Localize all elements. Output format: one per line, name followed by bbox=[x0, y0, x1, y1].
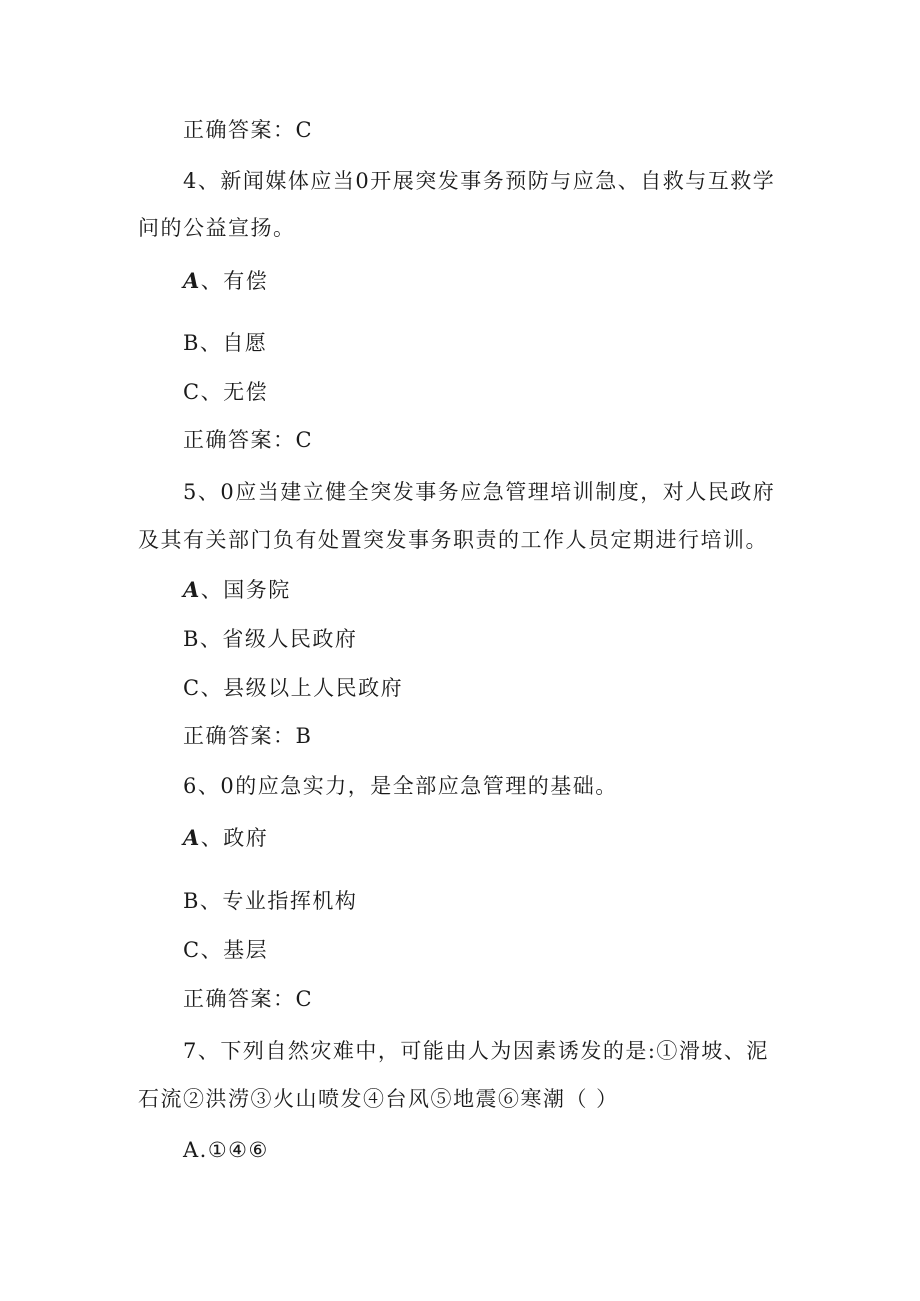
q5-option-a bbox=[183, 575, 291, 605]
q4-option-a-text: 、有偿 bbox=[200, 269, 269, 293]
q5-option-a-text: 、国务院 bbox=[200, 578, 291, 602]
q5-stem-line1: 5、0应当建立健全突发事务应急管理培训制度，对人民政府 bbox=[183, 480, 776, 504]
q4-stem-line2: 问的公益宣扬。 bbox=[138, 216, 296, 240]
q4-stem-line1: 4、新闻媒体应当0开展突发事务预防与应急、自救与互救学 bbox=[183, 169, 776, 193]
q3-answer: 正确答案：C bbox=[183, 118, 314, 142]
q5-answer: 正确答案：B bbox=[183, 724, 313, 748]
q6-answer: 正确答案：C bbox=[183, 987, 314, 1011]
q6-option-c: C、基层 bbox=[183, 938, 269, 962]
q6-option-a bbox=[183, 823, 268, 853]
q5-stem-line2: 及其有关部门负有处置突发事务职责的工作人员定期进行培训。 bbox=[138, 528, 768, 552]
q4-option-b: B、自愿 bbox=[183, 331, 268, 355]
q5-option-a-letter: A bbox=[183, 577, 201, 602]
q7-stem-line1: 7、下列自然灾难中，可能由人为因素诱发的是:①滑坡、泥 bbox=[183, 1039, 769, 1063]
q4-option-c: C、无偿 bbox=[183, 380, 269, 404]
q4-answer: 正确答案：C bbox=[183, 428, 314, 452]
q7-option-a: A.①④⑥ bbox=[183, 1138, 269, 1162]
q7-stem-line2: 石流②洪涝③火山喷发④台风⑤地震⑥寒潮（ ） bbox=[138, 1087, 619, 1111]
q5-option-c: C、县级以上人民政府 bbox=[183, 676, 404, 700]
q6-stem-line1: 6、0的应急实力，是全部应急管理的基础。 bbox=[183, 774, 618, 798]
q4-option-a-letter: A bbox=[183, 268, 201, 293]
q5-option-b: B、省级人民政府 bbox=[183, 627, 358, 651]
q6-option-a-text: 、政府 bbox=[200, 826, 269, 850]
q6-option-b: B、专业指挥机构 bbox=[183, 889, 358, 913]
q6-option-a-letter: A bbox=[183, 825, 201, 850]
q4-option-a bbox=[183, 266, 268, 296]
